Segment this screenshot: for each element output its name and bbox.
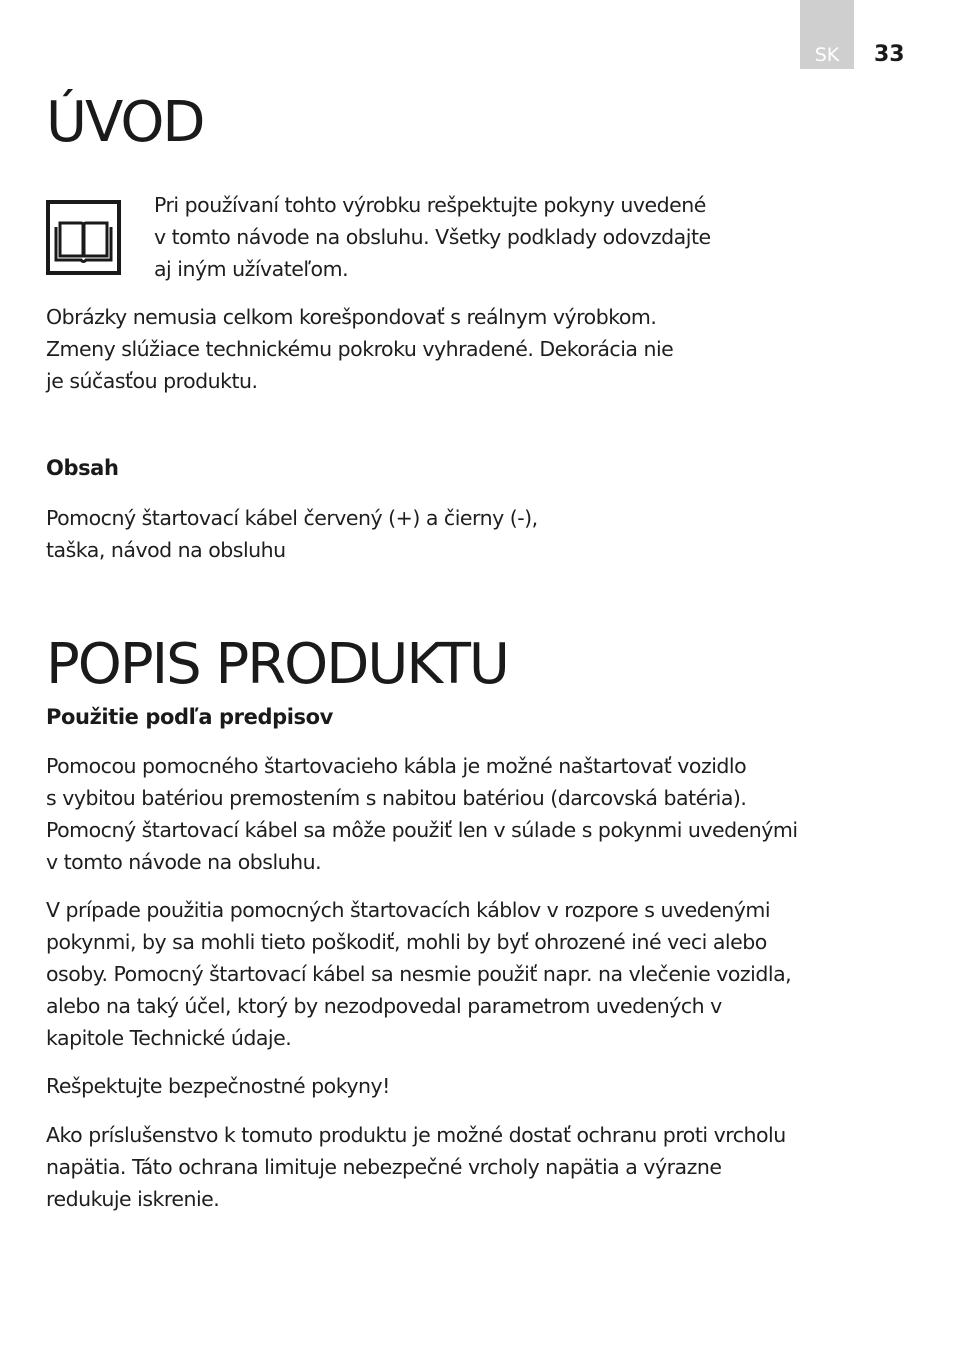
intended-use-heading: Použitie podľa predpisov: [46, 705, 333, 729]
contents-text: Pomocný štartovací kábel červený (+) a čierny (-), taška, návod na obsluhu: [46, 506, 538, 562]
product-title: POPIS PRODUKTU: [46, 632, 508, 697]
language-tab-label: SK: [814, 44, 840, 66]
language-tab: [800, 0, 854, 69]
intended-use-paragraph: Pomocou pomocného štartovacieho kábla je možné naštartovať vozidlo s vybitou batériou premostením s nabitou batériou (darcovská batéria). Pomocný štartovací kábel sa môže použiť len v súlade s pokynmi uvedenými v tomto návode na obsluhu.: [46, 754, 798, 874]
contents-heading: Obsah: [46, 456, 119, 480]
disclaimer-paragraph: Obrázky nemusia celkom korešpondovať s reálnym výrobkom. Zmeny slúžiace technickému pokroku vyhradené. Dekorácia nie je súčasťou produktu.: [46, 305, 674, 393]
read-instructions-notice: Pri používaní tohto výrobku rešpektujte pokyny uvedené v tomto návode na obsluhu. Všetky podklady odovzdajte aj iným užívateľom.: [154, 193, 711, 281]
accessory-paragraph: Ako príslušenstvo k tomuto produktu je možné dostať ochranu proti vrcholu napätia. Táto ochrana limituje nebezpečné vrcholy napätia a výrazne redukuje iskrenie.: [46, 1123, 786, 1211]
page-number: 33: [874, 42, 905, 67]
book-icon: [46, 200, 121, 275]
safety-notice: Rešpektujte bezpečnostné pokyny!: [46, 1074, 390, 1098]
misuse-warning-paragraph: V prípade použitia pomocných štartovacích káblov v rozpore s uvedenými pokynmi, by sa mohli tieto poškodiť, mohli by byť ohrozené iné veci alebo osoby. Pomocný štartovací kábel sa nesmie použiť napr. na vlečenie vozidla, alebo na taký účel, ktorý by nezodpovedal parametrom uvedených v kapitole Technické údaje.: [46, 898, 792, 1050]
intro-title: ÚVOD: [46, 90, 204, 155]
